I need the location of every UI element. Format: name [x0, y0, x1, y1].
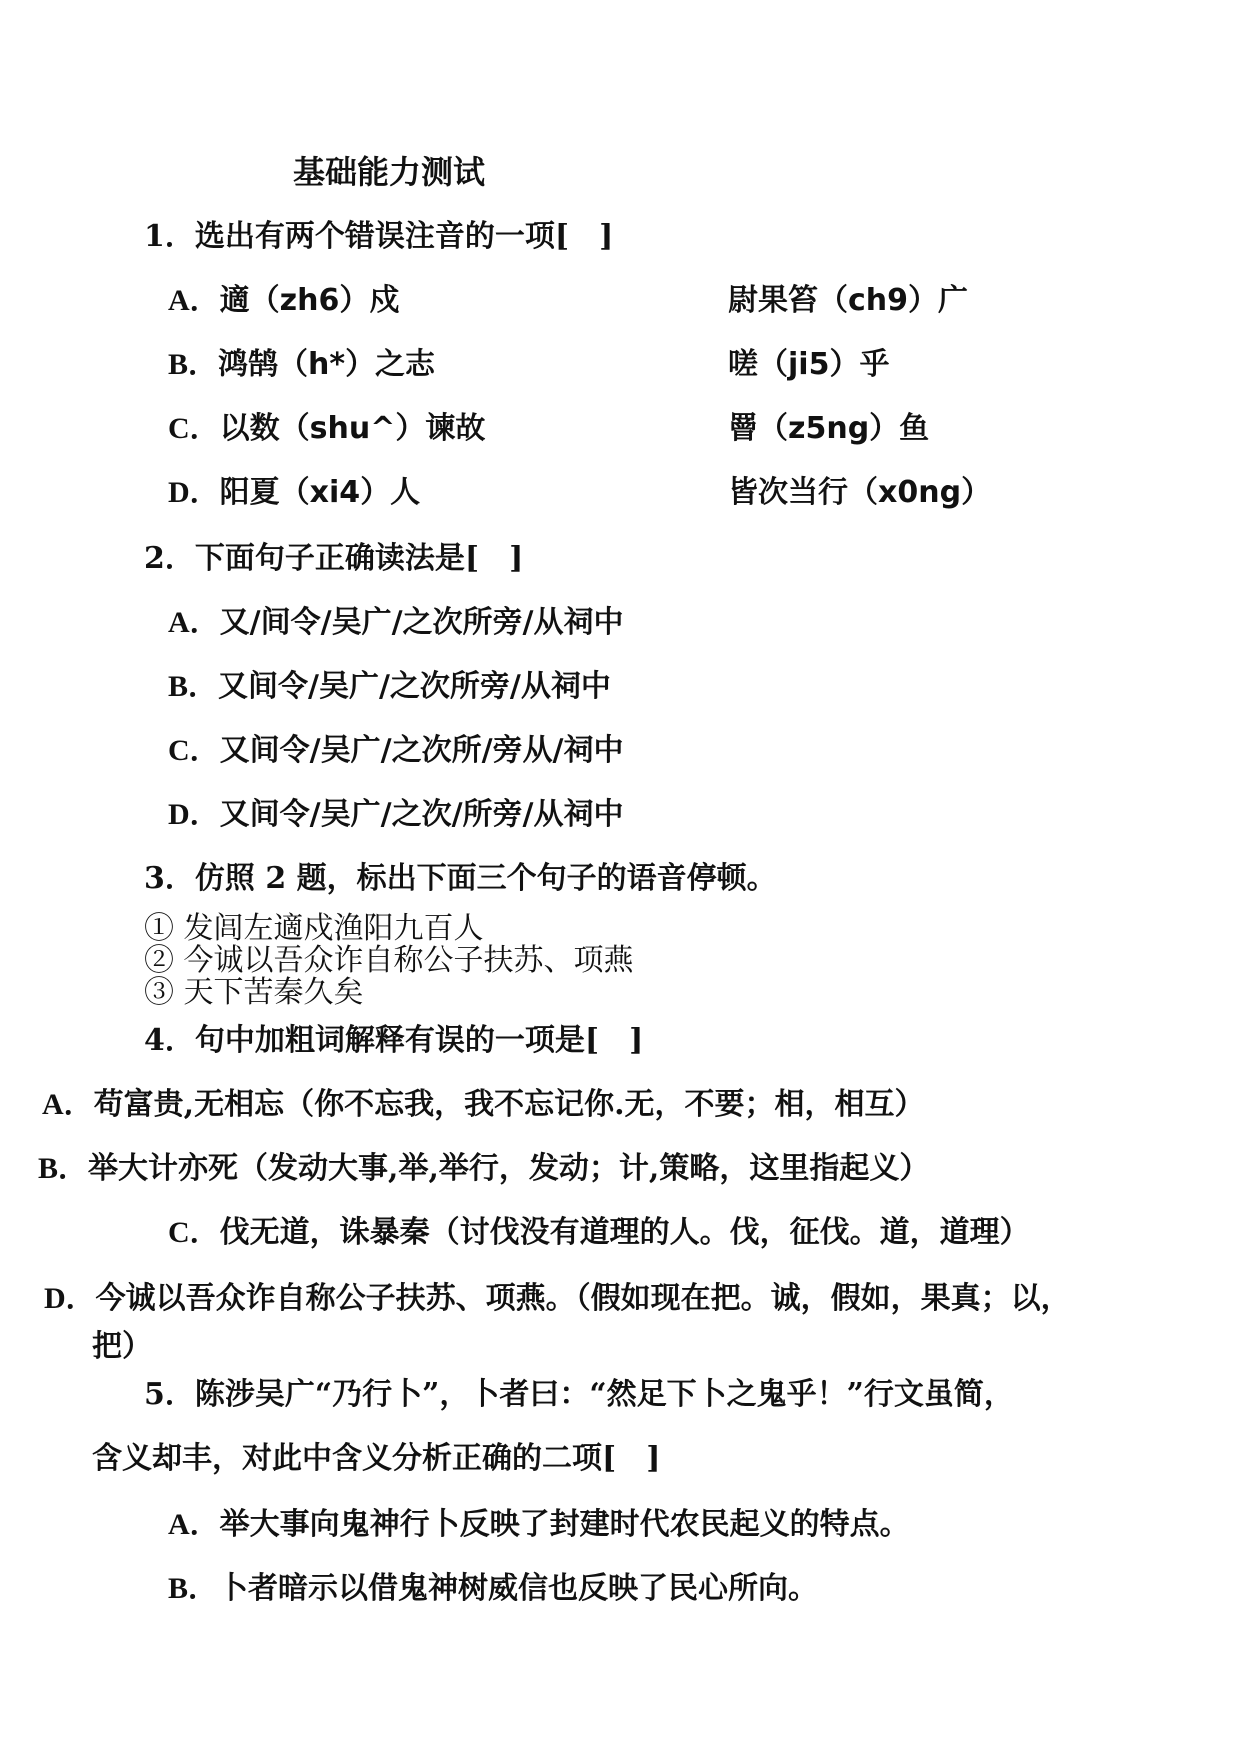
pinyin: ch9 [848, 283, 909, 318]
pinyin: h* [308, 347, 346, 382]
option-label: B． [168, 1572, 219, 1605]
q3-sentence-1: ① 发闾左適戍渔阳九百人 [144, 911, 484, 946]
option-label: A． [168, 284, 220, 317]
text-post: ）广 [908, 283, 969, 318]
option-text: 又间令/吴广/之次所/旁从/祠中 [219, 733, 624, 768]
text-pre: 適（ [219, 283, 280, 318]
option-text: 举大事向鬼神行卜反映了封建时代农民起义的特点。 [219, 1507, 910, 1542]
text-post: ）乎 [829, 347, 890, 382]
option-text: 又间令/吴广/之次所旁/从祠中 [218, 669, 611, 704]
question-4-stem: 4．句中加粗词解释有误的一项是[ ] [144, 1023, 644, 1058]
text-post: ）鱼 [869, 411, 930, 446]
option-text: 苟富贵,无相忘（你不忘我，我不忘记你.无，不要；相，相互） [93, 1087, 925, 1122]
text-pre: 以数（ [219, 411, 310, 446]
text-pre: 尉果笞（ [728, 283, 848, 318]
question-1-stem: 1．选出有两个错误注音的一项[ ] [144, 219, 614, 254]
option-label: D． [44, 1282, 96, 1315]
q5-option-b [168, 1571, 818, 1607]
option-label: A． [168, 606, 220, 639]
option-label: C． [168, 734, 220, 767]
text-pre: 罾（ [728, 411, 788, 446]
option-label: C． [168, 412, 220, 445]
q1-option-d [168, 475, 420, 511]
q1-option-a-right [728, 283, 968, 319]
question-5-stem-continuation: 含义却丰，对此中含义分析正确的二项[ ] [92, 1441, 661, 1476]
pinyin: xi4 [309, 475, 361, 510]
pinyin: ji5 [788, 347, 830, 382]
question-2-stem: 2．下面句子正确读法是[ ] [144, 541, 524, 576]
q4-option-c [168, 1215, 1030, 1251]
pinyin: x0ng [878, 475, 962, 510]
q3-sentence-3: ③ 天下苦秦久矣 [144, 975, 364, 1010]
text-post: ）戍 [339, 283, 400, 318]
option-label: A． [42, 1088, 94, 1121]
option-label: C． [168, 1216, 220, 1249]
q2-option-a [168, 605, 624, 641]
page-title: 基础能力测试 [293, 153, 486, 191]
text-post: ）人 [360, 475, 421, 510]
option-text: 伐无道，诛暴秦（讨伐没有道理的人。伐，征伐。道，道理） [219, 1215, 1030, 1250]
pinyin: z5ng [788, 411, 870, 446]
text-pre: 皆次当行（ [728, 475, 878, 510]
question-3-stem: 3．仿照 2 题，标出下面三个句子的语音停顿。 [144, 861, 777, 896]
q4-option-d-continuation: 把） [92, 1329, 152, 1364]
option-text: 又间令/吴广/之次/所旁/从祠中 [219, 797, 624, 832]
q3-sentence-2: ② 今诚以吾众诈自称公子扶苏、项燕 [144, 943, 634, 978]
q4-option-a [42, 1087, 925, 1123]
pinyin: zh6 [279, 283, 340, 318]
option-label: D． [168, 798, 220, 831]
option-label: B． [168, 670, 219, 703]
option-text: 卜者暗示以借鬼神树威信也反映了民心所向。 [218, 1571, 819, 1606]
q4-option-d [44, 1281, 1071, 1317]
text-pre: 阳夏（ [219, 475, 310, 510]
option-text: 今诚以吾众诈自称公子扶苏、项燕。（假如现在把。诚，假如，果真；以， [95, 1281, 1071, 1316]
pinyin: shu^ [309, 411, 396, 446]
option-label: A． [168, 1508, 220, 1541]
option-label: B． [38, 1152, 89, 1185]
q2-option-c [168, 733, 624, 769]
text-post: ） [961, 475, 992, 510]
option-text: 又/间令/吴广/之次所旁/从祠中 [219, 605, 624, 640]
text-pre: 嗟（ [728, 347, 788, 382]
text-pre: 鸿鹄（ [218, 347, 309, 382]
q4-option-b [38, 1151, 929, 1187]
text-post: ）之志 [345, 347, 436, 382]
text-post: ）谏故 [395, 411, 486, 446]
option-text: 举大计亦死（发动大事,举,举行，发动；计,策略，这里指起义） [88, 1151, 930, 1186]
q5-option-a [168, 1507, 910, 1543]
option-label: B． [168, 348, 219, 381]
q1-option-c-right [728, 411, 929, 447]
q1-option-c [168, 411, 485, 447]
question-5-stem: 5．陈涉吴广“乃行卜”，卜者曰：“然足下卜之鬼乎！”行文虽简， [144, 1377, 1014, 1412]
q2-option-d [168, 797, 624, 833]
q1-option-d-right [728, 475, 991, 511]
q2-option-b [168, 669, 611, 705]
q1-option-b [168, 347, 435, 383]
option-label: D． [168, 476, 220, 509]
q1-option-a [168, 283, 399, 319]
q1-option-b-right [728, 347, 889, 383]
